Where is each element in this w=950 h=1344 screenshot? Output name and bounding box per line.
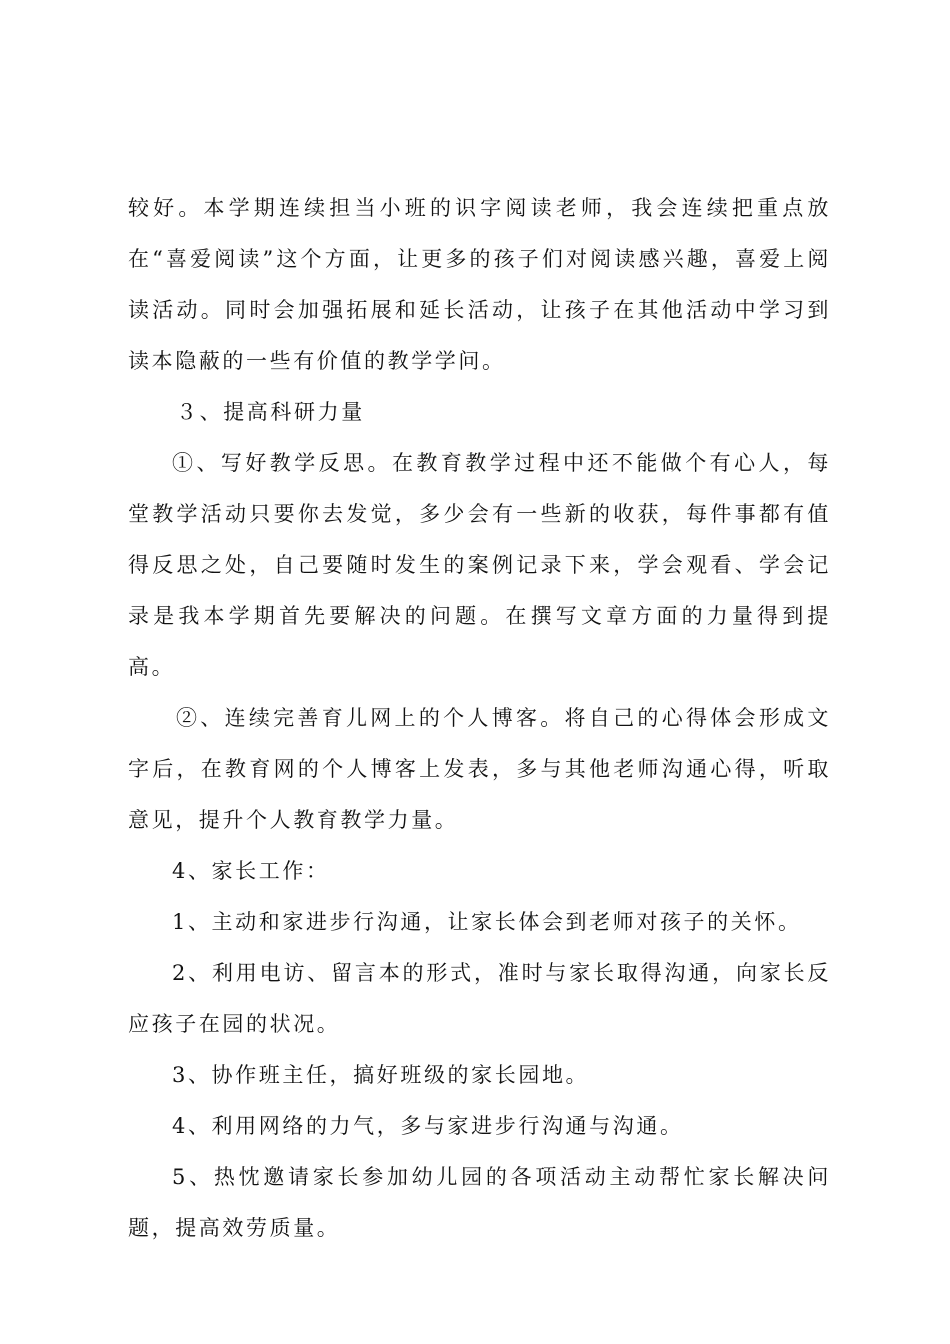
paragraph-teaching-reflection: ①、写好教学反思。在教育教学过程中还不能做个有心人，每堂教学活动只要你去发觉，多少会有一些新的收获，每件事都有值得反思之处，自己要随时发生的案例记录下来，学会观看、学会记录是我本学期首先要解决的问题。在撰写文章方面的力量得到提高。 (128, 451, 831, 679)
heading-research-ability: ３、提高科研力量 (176, 400, 365, 424)
list-item-parent-5: 5、热忱邀请家长参加幼儿园的各项活动主动帮忙家长解决问题，提高效劳质量。 (128, 1165, 831, 1240)
list-item-parent-3: 3、协作班主任，搞好班级的家长园地。 (172, 1063, 590, 1087)
document-body (128, 183, 831, 1254)
paragraph-personal-blog: ②、连续完善育儿网上的个人博客。将自己的心得体会形成文字后，在教育网的个人博客上发表，多与其他老师沟通心得，听取意见，提升个人教育教学力量。 (128, 706, 831, 832)
paragraph-reading-teacher: 较好。本学期连续担当小班的识字阅读老师，我会连续把重点放在“喜爱阅读”这个方面，让更多的孩子们对阅读感兴趣，喜爱上阅读活动。同时会加强拓展和延长活动，让孩子在其他活动中学习到读本隐蔽的一些有价值的教学学问。 (128, 196, 831, 373)
list-item-parent-4: 4、利用网络的力气，多与家进步行沟通与沟通。 (172, 1114, 684, 1138)
list-item-parent-1: 1、主动和家进步行沟通，让家长体会到老师对孩子的关怀。 (172, 910, 802, 934)
list-item-parent-2: 2、利用电访、留言本的形式，准时与家长取得沟通，向家长反应孩子在园的状况。 (128, 961, 831, 1036)
heading-parent-work: 4、家长工作： (172, 859, 330, 883)
